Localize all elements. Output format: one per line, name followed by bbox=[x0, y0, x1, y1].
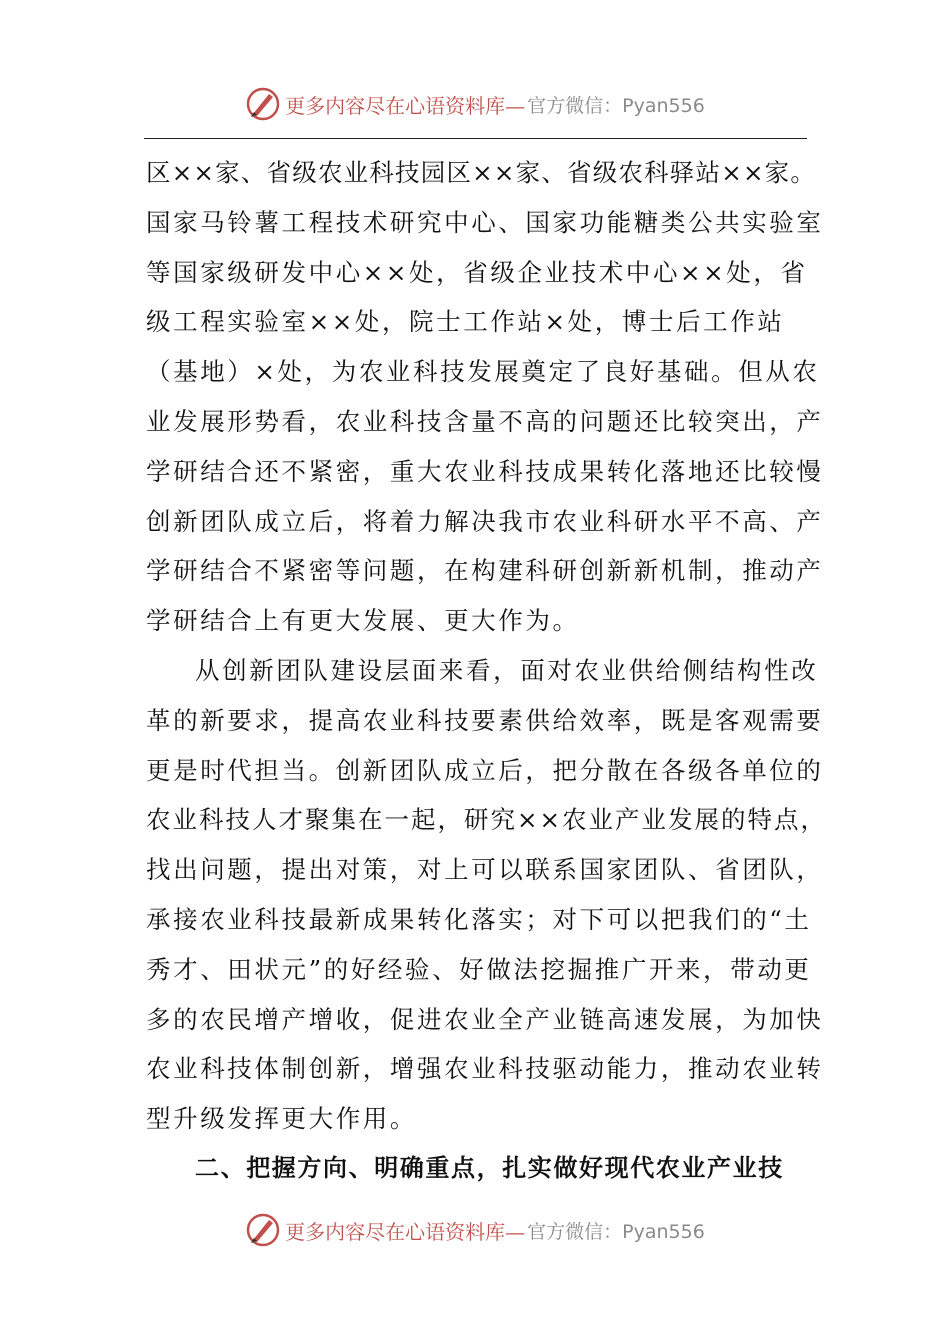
text-line: 多的农民增产增收，促进农业全产业链高速发展，为加快 bbox=[146, 1004, 824, 1034]
text-line: 学研结合还不紧密，重大农业科技成果转化落地还比较慢 bbox=[146, 456, 824, 486]
text-line: 农业科技人才聚集在一起，研究××农业产业发展的特点， bbox=[146, 805, 828, 835]
text-line: 学研结合不紧密等问题，在构建科研创新新机制，推动产 bbox=[146, 556, 824, 586]
text-line: 更是时代担当。创新团队成立后，把分散在各级各单位的 bbox=[146, 755, 824, 785]
text-line: 区××家、省级农业科技园区××家、省级农科驿站××家。 bbox=[146, 158, 817, 187]
text-line: 秀才、田状元”的好经验、好做法挖掘推广开来，带动更 bbox=[146, 954, 812, 984]
footer-banner bbox=[0, 1210, 950, 1250]
text-line: 级工程实验室××处，院士工作站×处，博士后工作站 bbox=[146, 307, 785, 337]
text-line: 革的新要求，提高农业科技要素供给效率，既是客观需要 bbox=[146, 705, 824, 735]
header-divider bbox=[144, 138, 807, 139]
section-heading: 二、把握方向、明确重点，扎实做好现代农业产业技 bbox=[195, 1153, 784, 1182]
text-line: 学研结合上有更大发展、更大作为。 bbox=[146, 606, 580, 636]
text-line: 等国家级研发中心××处，省级企业技术中心××处，省 bbox=[146, 257, 808, 287]
text-line: 业发展形势看，农业科技含量不高的问题还比较突出，产 bbox=[146, 406, 824, 436]
paragraph-first-line: 从创新团队建设层面来看，面对农业供给侧结构性改 bbox=[195, 655, 819, 685]
text-line: 承接农业科技最新成果转化落实；对下可以把我们的“土 bbox=[146, 904, 812, 934]
document-body bbox=[146, 148, 828, 1194]
pen-circle-logo-icon bbox=[245, 1212, 281, 1248]
banner-site-text: 更多内容尽在心语资料库— bbox=[285, 1219, 526, 1244]
text-line: 农业科技体制创新，增强农业科技驱动能力，推动农业转 bbox=[146, 1054, 824, 1084]
banner-site-text: 更多内容尽在心语资料库— bbox=[285, 93, 526, 118]
text-line: 型升级发挥更大作用。 bbox=[146, 1104, 417, 1134]
text-line: 创新团队成立后，将着力解决我市农业科研水平不高、产 bbox=[146, 506, 824, 536]
banner-wechat-text: 官方微信：Pyan556 bbox=[527, 94, 705, 117]
banner-wechat-text: 官方微信：Pyan556 bbox=[527, 1220, 705, 1243]
text-line: （基地）×处，为农业科技发展奠定了良好基础。但从农 bbox=[146, 357, 820, 387]
pen-circle-logo-icon bbox=[245, 86, 281, 122]
header-banner bbox=[0, 84, 950, 124]
text-line: 找出问题，提出对策，对上可以联系国家团队、省团队， bbox=[146, 855, 824, 885]
text-line: 国家马铃薯工程技术研究中心、国家功能糖类公共实验室 bbox=[146, 207, 824, 237]
